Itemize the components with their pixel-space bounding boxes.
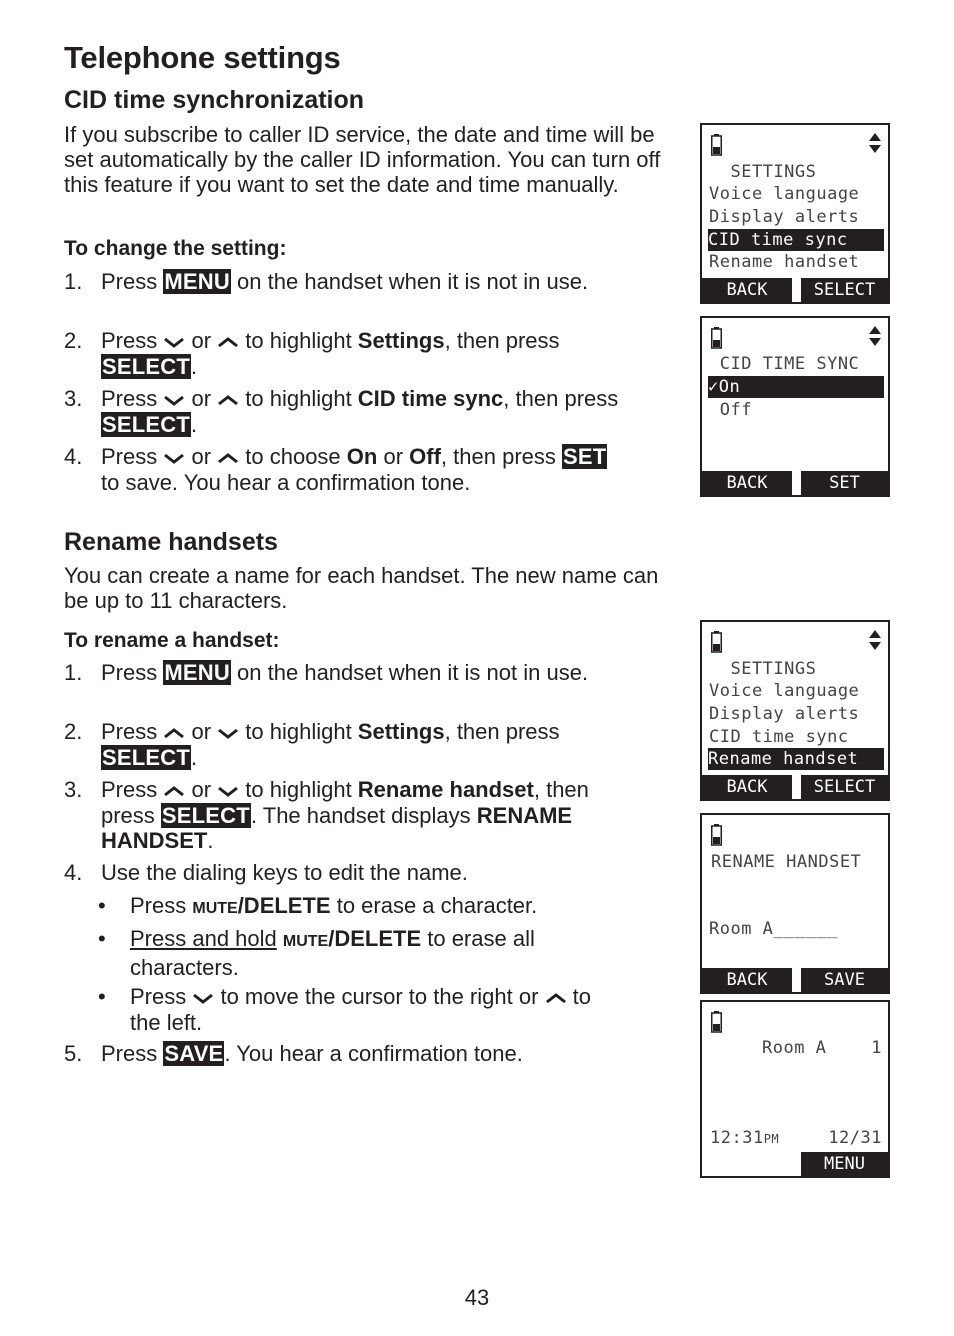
lcd-screen-settings-1: SETTINGS Voice language Display alerts CID time sync Rename handset BACK SELECT (700, 123, 890, 304)
cid-subheading: To change the setting: (64, 237, 287, 260)
rename-step-4: 4. Use the dialing keys to edit the name. (64, 860, 468, 885)
select-key: SELECT (161, 802, 250, 828)
menu-key: MENU (164, 269, 230, 294)
select-key: SELECT (102, 353, 190, 379)
softkey-set: SET (801, 471, 888, 495)
softkey-save: SAVE (801, 968, 888, 992)
chevron-down-icon (217, 784, 239, 798)
select-key: SELECT (102, 744, 190, 770)
cid-step-3: 3. Press or to highlight CID time sync, then press SELECT. (64, 386, 619, 437)
rename-step-5: 5. Press SAVE. You hear a confirmation tone. (64, 1041, 523, 1066)
rename-step-3: 3. Press or to highlight Rename handset, then press SELECT. The handset displays RENAME HANDSET. (64, 777, 589, 853)
bullet-2: • Press and hold MUTE/DELETE to erase all characters. (98, 926, 535, 980)
bullet-1: • Press MUTE/DELETE to erase a character. (98, 893, 538, 918)
handset-name: Room A (762, 1038, 827, 1058)
cid-step-1: 1. Press MENU on the handset when it is not in use. (64, 269, 589, 294)
lcd-screen-cid-sync: CID TIME SYNC ✓On Off BACK SET (700, 316, 890, 497)
page-title: Telephone settings (64, 40, 341, 75)
lcd-screen-idle (700, 1000, 890, 1178)
softkey-select: SELECT (801, 278, 888, 302)
cid-heading: CID time synchronization (64, 86, 365, 114)
battery-icon (711, 327, 722, 349)
softkey-menu: MENU (801, 1152, 888, 1176)
chevron-up-icon (217, 335, 239, 349)
chevron-up-icon (163, 784, 185, 798)
scroll-arrows-icon (868, 628, 882, 652)
battery-icon (711, 1011, 722, 1033)
set-key: SET (563, 444, 607, 469)
bullet-3: • Press to move the cursor to the right or to the left. (98, 984, 591, 1035)
scroll-arrows-icon (868, 131, 882, 155)
rename-subheading: To rename a handset: (64, 629, 280, 652)
softkey-select: SELECT (801, 775, 888, 799)
chevron-up-icon (163, 726, 185, 740)
battery-icon (711, 824, 722, 846)
rename-intro: You can create a name for each handset. The new name can be up to 11 characters. (64, 563, 659, 613)
softkey-back: BACK (702, 968, 792, 992)
chevron-down-icon (217, 726, 239, 740)
chevron-down-icon (163, 451, 185, 465)
lcd-screen-rename: RENAME HANDSET Room A______ BACK SAVE (700, 813, 890, 994)
chevron-up-icon (217, 451, 239, 465)
softkey-back: BACK (702, 471, 792, 495)
menu-key: MENU (164, 660, 230, 685)
lcd-screen-settings-2: SETTINGS Voice language Display alerts CID time sync Rename handset BACK SELECT (700, 620, 890, 801)
rename-step-2: 2. Press or to highlight Settings, then press SELECT. (64, 719, 560, 770)
chevron-up-icon (545, 991, 567, 1005)
rename-heading: Rename handsets (64, 528, 278, 556)
chevron-up-icon (217, 393, 239, 407)
softkey-back: BACK (702, 278, 792, 302)
battery-icon (711, 134, 722, 156)
chevron-down-icon (192, 991, 214, 1005)
softkey-back: BACK (702, 775, 792, 799)
scroll-arrows-icon (868, 324, 882, 348)
handset-number: 1 (871, 1038, 882, 1058)
chevron-down-icon (163, 393, 185, 407)
cid-step-4: 4. Press or to choose On or Off, then press SET to save. You hear a confirmation tone. (64, 444, 607, 495)
select-key: SELECT (102, 411, 190, 437)
rename-step-1: 1. Press MENU on the handset when it is not in use. (64, 660, 589, 685)
chevron-down-icon (163, 335, 185, 349)
battery-icon (711, 631, 722, 653)
page-number: 43 (464, 1285, 490, 1310)
clock-time: 12:31PM (710, 1128, 780, 1148)
save-key: SAVE (164, 1041, 224, 1066)
cid-step-2: 2. Press or to highlight Settings, then press SELECT. (64, 328, 560, 379)
clock-date: 12/31 (828, 1128, 882, 1148)
cid-intro: If you subscribe to caller ID service, the date and time will be set automatically by the caller ID information. You can turn off this feature if you want to set the date and time manually. (64, 122, 661, 197)
